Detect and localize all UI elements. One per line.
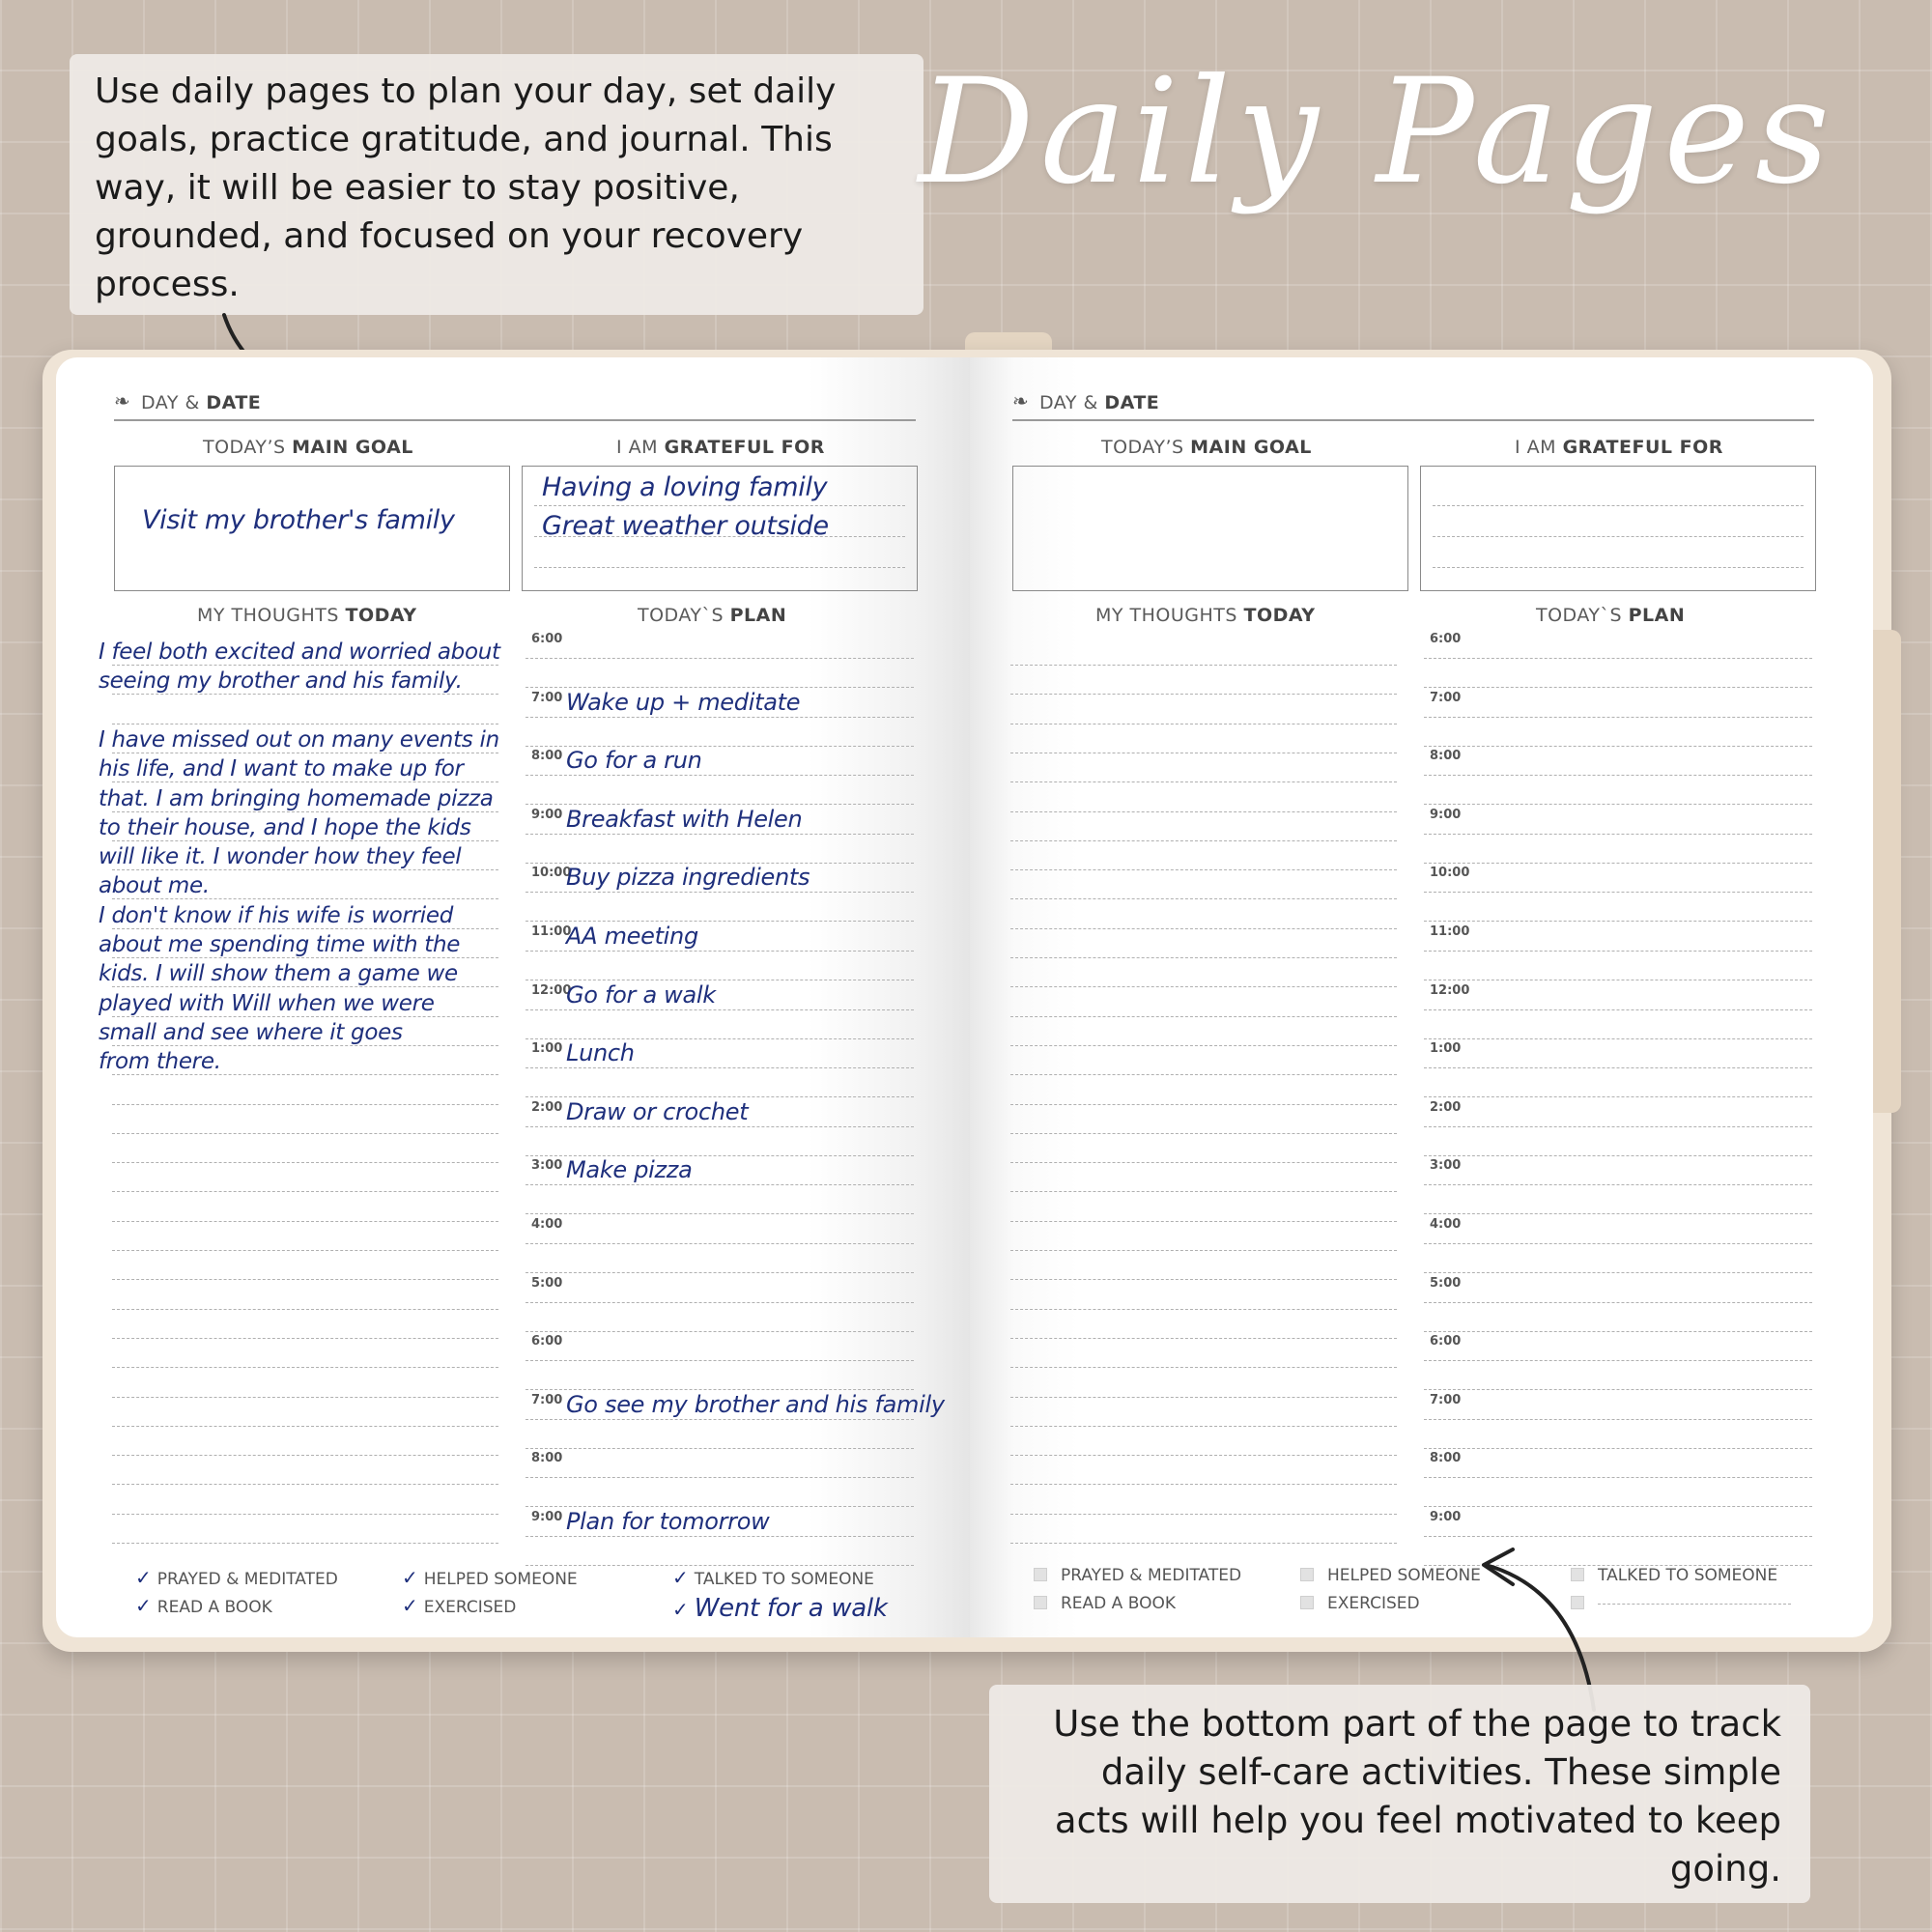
plan-line (1424, 1448, 1812, 1449)
plan-line (1424, 951, 1812, 952)
thoughts-line (112, 811, 498, 812)
time-slot-1: 6:00 (531, 632, 563, 646)
thoughts-line (112, 840, 498, 841)
plan-line (1424, 775, 1812, 776)
plan-line (526, 1360, 914, 1361)
thoughts-line (1010, 781, 1397, 782)
plan-line (526, 892, 914, 893)
thoughts-line (112, 1162, 498, 1163)
plan-entry: Plan for tomorrow (566, 1508, 770, 1535)
thoughts-line (1010, 869, 1397, 870)
time-slot-12: 5:00 (1430, 1275, 1462, 1291)
time-slot-12: 5:00 (531, 1275, 563, 1291)
thoughts-line (112, 1191, 498, 1192)
thoughts-line (112, 1045, 498, 1046)
checkbox-icon[interactable] (1034, 1596, 1047, 1609)
time-slot-7: 12:00 (531, 982, 572, 998)
time-slot-4: 9:00 (531, 807, 563, 822)
plan-line (1424, 1243, 1812, 1244)
plan-line (526, 775, 914, 776)
header-rule (1012, 419, 1814, 421)
time-slot-16: 9:00 (1430, 1510, 1462, 1524)
checklist-item-read-a-book[interactable] (1034, 1594, 1176, 1613)
checkbox-icon[interactable] (1300, 1596, 1314, 1609)
time-slot-1: 6:00 (1430, 632, 1462, 646)
plan-line (526, 658, 914, 659)
todays-plan-label-text: TODAY`S (638, 605, 730, 626)
thoughts-line (112, 1514, 498, 1515)
thoughts-line (1010, 1074, 1397, 1075)
thoughts-line (112, 928, 498, 929)
plan-line (526, 1067, 914, 1068)
time-slot-13: 6:00 (1430, 1334, 1462, 1350)
checklist-item-talked-to-someone[interactable] (672, 1566, 874, 1589)
thoughts-line (112, 665, 498, 666)
grateful-label-bold: GRATEFUL FOR (664, 437, 825, 458)
plan-line (526, 1331, 914, 1332)
open-notebook (43, 350, 1891, 1652)
checkmark-icon[interactable]: ✓ (672, 1566, 689, 1589)
time-slot-11: 4:00 (531, 1217, 563, 1232)
my-thoughts-label-bold: TODAY (345, 605, 417, 626)
thoughts-line (112, 1133, 498, 1134)
plan-line (1424, 1096, 1812, 1097)
main-goal-label-text: TODAY’S (1101, 437, 1191, 458)
thoughts-line (112, 1367, 498, 1368)
thoughts-text-line: will like it. I wonder how they feel (99, 844, 462, 870)
time-slot-13: 6:00 (531, 1334, 563, 1350)
thoughts-line (1010, 1045, 1397, 1046)
thoughts-line (1010, 1397, 1397, 1398)
thoughts-text-line: that. I am bringing homemade pizza (99, 785, 494, 811)
time-slot-8: 1:00 (1430, 1041, 1462, 1057)
checklist-label: TALKED TO SOMEONE (694, 1570, 874, 1589)
checklist-label: READ A BOOK (1061, 1594, 1176, 1613)
checklist-item-helped-someone[interactable] (1300, 1566, 1481, 1585)
thoughts-text-line: played with Will when we were (99, 990, 435, 1016)
plan-line (526, 1536, 914, 1537)
my-thoughts-label (197, 605, 417, 626)
checklist-label: HELPED SOMEONE (423, 1570, 578, 1589)
plan-line (526, 951, 914, 952)
thoughts-line (112, 1279, 498, 1280)
thoughts-text-line: about me. (99, 873, 210, 899)
thoughts-line (112, 957, 498, 958)
plan-line (526, 1213, 914, 1214)
thoughts-text-line: from there. (99, 1049, 221, 1075)
grateful-box[interactable] (522, 466, 918, 591)
todays-plan-label-bold: PLAN (1628, 605, 1686, 626)
thoughts-line (112, 869, 498, 870)
checkmark-icon[interactable]: ✓ (135, 1566, 152, 1589)
time-slot-15: 8:00 (531, 1451, 563, 1466)
thoughts-line (1010, 1104, 1397, 1105)
grateful-label-bold: GRATEFUL FOR (1562, 437, 1723, 458)
time-slot-6: 11:00 (1430, 924, 1470, 939)
thoughts-line (112, 986, 498, 987)
checkmark-icon[interactable]: ✓ (402, 1594, 418, 1617)
thoughts-line (1010, 957, 1397, 958)
main-goal-label-bold: MAIN GOAL (1190, 437, 1312, 458)
thoughts-text-line: seeing my brother and his family. (99, 668, 463, 695)
time-slot-9: 2:00 (1430, 1099, 1462, 1115)
plan-entry: AA meeting (566, 923, 698, 950)
thoughts-line (112, 1074, 498, 1075)
thoughts-text-line: kids. I will show them a game we (99, 961, 458, 987)
grateful-text: Great weather outside (542, 511, 829, 541)
page-title: Daily Pages (918, 48, 1835, 216)
plan-line (1424, 1477, 1812, 1478)
thoughts-line (1010, 1367, 1397, 1368)
plan-line (1424, 834, 1812, 835)
thoughts-line (1010, 694, 1397, 695)
thoughts-line (1010, 1514, 1397, 1515)
plan-entry: Go for a walk (566, 980, 716, 1009)
plan-line (1424, 1506, 1812, 1507)
checkmark-icon[interactable]: ✓ (672, 1598, 689, 1621)
checklist-label: HELPED SOMEONE (1327, 1566, 1481, 1585)
checkbox-icon[interactable] (1300, 1568, 1314, 1581)
thoughts-text-line: about me spending time with the (99, 932, 461, 957)
plan-line (526, 834, 914, 835)
thoughts-text-line: I feel both excited and worried about (99, 639, 500, 665)
todays-plan-label-text: TODAY`S (1536, 605, 1629, 626)
thoughts-line (112, 1543, 498, 1544)
plan-line (1424, 921, 1812, 922)
time-slot-10: 3:00 (531, 1158, 563, 1174)
thoughts-line (112, 898, 498, 899)
todays-plan-label (638, 605, 786, 626)
time-slot-9: 2:00 (531, 1099, 563, 1115)
thoughts-line (112, 1250, 498, 1251)
plan-entry: Draw or crochet (566, 1097, 749, 1125)
plan-entry: Go see my brother and his family (566, 1390, 945, 1418)
grateful-line (1433, 505, 1804, 506)
grateful-box[interactable] (1420, 466, 1816, 591)
grateful-line (1433, 536, 1804, 537)
thoughts-line (1010, 986, 1397, 987)
thoughts-line (1010, 1016, 1397, 1017)
thoughts-line (1010, 1250, 1397, 1251)
checkbox-icon[interactable] (1034, 1568, 1047, 1581)
thoughts-line (1010, 665, 1397, 666)
checklist-label: READ A BOOK (156, 1598, 272, 1617)
plan-line (526, 1448, 914, 1449)
header-rule (114, 419, 916, 421)
plan-entry: Breakfast with Helen (566, 805, 803, 833)
checklist-item-read-a-book[interactable] (135, 1594, 272, 1617)
thoughts-text-line: small and see where it goes (99, 1019, 403, 1045)
thoughts-line (1010, 840, 1397, 841)
my-thoughts-label-text: MY THOUGHTS (1095, 605, 1244, 626)
plan-entry: Buy pizza ingredients (566, 864, 810, 892)
thoughts-line (112, 1016, 498, 1017)
plan-entry: Go for a run (566, 747, 702, 775)
plan-line (1424, 1155, 1812, 1156)
checklist-item-prayed-meditated[interactable] (1034, 1566, 1241, 1585)
day-date-label-bold: DATE (206, 392, 262, 413)
time-slot-3: 8:00 (1430, 749, 1462, 764)
time-slot-2: 7:00 (531, 690, 563, 705)
thoughts-line (112, 1338, 498, 1339)
thoughts-line (1010, 1455, 1397, 1456)
plan-entry: Wake up + meditate (566, 688, 801, 716)
custom-check-text: Went for a walk (694, 1594, 888, 1623)
time-slot-4: 9:00 (1430, 807, 1462, 822)
time-slot-16: 9:00 (531, 1510, 563, 1524)
checkmark-icon[interactable]: ✓ (135, 1594, 152, 1617)
thoughts-line (112, 1455, 498, 1456)
custom-check-line[interactable] (1598, 1604, 1791, 1605)
thoughts-line (1010, 1221, 1397, 1222)
todays-plan-label (1536, 605, 1685, 626)
info-callout-top: Use daily pages to plan your day, set daily goals, practice gratitude, and journal. This way, it will be easier to stay positive, grounded, and focused on your recovery process. (70, 54, 923, 315)
checklist-item-custom[interactable] (672, 1594, 888, 1623)
thoughts-line (1010, 1133, 1397, 1134)
checklist-label: EXERCISED (423, 1598, 517, 1617)
thoughts-line (1010, 1162, 1397, 1163)
thoughts-text-line: to their house, and I hope the kids (99, 814, 471, 840)
plan-line (526, 1126, 914, 1127)
feather-icon: ❧ (114, 391, 130, 412)
time-slot-14: 7:00 (531, 1392, 563, 1407)
thoughts-line (112, 694, 498, 695)
grateful-label-text: I AM (616, 437, 665, 458)
checklist-label: PRAYED & MEDITATED (156, 1570, 338, 1589)
time-slot-8: 1:00 (531, 1041, 563, 1057)
plan-line (1424, 746, 1812, 747)
checklist-item-exercised[interactable] (1300, 1594, 1420, 1613)
grateful-line (1433, 567, 1804, 568)
my-thoughts-label-bold: TODAY (1243, 605, 1316, 626)
thoughts-line (1010, 928, 1397, 929)
time-slot-5: 10:00 (531, 866, 572, 881)
grateful-line (534, 505, 905, 506)
my-thoughts-label-text: MY THOUGHTS (197, 605, 346, 626)
thoughts-line (112, 1221, 498, 1222)
grateful-line (534, 567, 905, 568)
right-page (970, 357, 1873, 1637)
thoughts-line (1010, 1338, 1397, 1339)
time-slot-15: 8:00 (1430, 1451, 1462, 1466)
plan-line (1424, 1389, 1812, 1390)
plan-line (1424, 804, 1812, 805)
plan-line (526, 1477, 914, 1478)
thoughts-line (1010, 1484, 1397, 1485)
plan-line (1424, 658, 1812, 659)
thoughts-line (1010, 1191, 1397, 1192)
thoughts-line (112, 1309, 498, 1310)
plan-entry: Make pizza (566, 1156, 693, 1184)
plan-line (1424, 1067, 1812, 1068)
plan-line (1424, 1009, 1812, 1010)
plan-line (1424, 863, 1812, 864)
checklist-item-prayed-meditated[interactable] (135, 1566, 338, 1589)
thoughts-line (112, 1397, 498, 1398)
main-goal-box[interactable] (1012, 466, 1408, 591)
thoughts-line (1010, 1543, 1397, 1544)
info-callout-bottom: Use the bottom part of the page to track daily self-care activities. These simple acts will help you feel motivated to keep going. (989, 1685, 1810, 1903)
todays-plan-label-bold: PLAN (729, 605, 787, 626)
feather-icon: ❧ (1012, 391, 1029, 412)
day-date-label-bold: DATE (1104, 392, 1160, 413)
grateful-label (1515, 437, 1723, 458)
plan-entry: Lunch (566, 1039, 635, 1067)
checkmark-icon[interactable]: ✓ (402, 1566, 418, 1589)
grateful-text: Having a loving family (542, 472, 828, 502)
plan-line (1424, 1213, 1812, 1214)
main-goal-label-bold: MAIN GOAL (292, 437, 413, 458)
left-page (56, 357, 974, 1637)
time-slot-10: 3:00 (1430, 1158, 1462, 1174)
plan-line (1424, 1272, 1812, 1273)
plan-line (526, 1184, 914, 1185)
plan-line (1424, 1038, 1812, 1039)
thoughts-line (112, 1426, 498, 1427)
thoughts-line (1010, 1309, 1397, 1310)
plan-line (526, 1302, 914, 1303)
checklist-label: EXERCISED (1327, 1594, 1420, 1613)
time-slot-3: 8:00 (531, 749, 563, 764)
plan-line (1424, 687, 1812, 688)
checklist-label: PRAYED & MEDITATED (1061, 1566, 1242, 1585)
main-goal-label-text: TODAY’S (203, 437, 293, 458)
plan-line (526, 717, 914, 718)
day-date-label (1039, 392, 1159, 413)
grateful-label (616, 437, 825, 458)
thoughts-line (112, 781, 498, 782)
plan-line (1424, 717, 1812, 718)
plan-line (526, 1009, 914, 1010)
thoughts-text-line: I don't know if his wife is worried (99, 902, 454, 928)
plan-line (1424, 1126, 1812, 1127)
thoughts-line (1010, 898, 1397, 899)
plan-line (1424, 1302, 1812, 1303)
plan-line (526, 1419, 914, 1420)
thoughts-line (112, 1104, 498, 1105)
checklist-label: TALKED TO SOMEONE (1598, 1566, 1778, 1585)
time-slot-7: 12:00 (1430, 982, 1470, 998)
plan-line (1424, 892, 1812, 893)
grateful-label-text: I AM (1515, 437, 1563, 458)
thoughts-line (112, 1484, 498, 1485)
day-date-label-text: DAY & (141, 392, 207, 413)
thoughts-line (1010, 1279, 1397, 1280)
time-slot-14: 7:00 (1430, 1392, 1462, 1407)
plan-line (526, 1272, 914, 1273)
my-thoughts-label (1095, 605, 1316, 626)
plan-line (526, 1243, 914, 1244)
day-date-label (141, 392, 261, 413)
checklist-item-exercised[interactable] (402, 1594, 516, 1617)
plan-line (1424, 1184, 1812, 1185)
time-slot-2: 7:00 (1430, 690, 1462, 705)
checklist-item-custom[interactable] (1571, 1594, 1791, 1613)
main-goal-label (1101, 437, 1312, 458)
day-date-label-text: DAY & (1039, 392, 1105, 413)
thoughts-line (1010, 1426, 1397, 1427)
plan-line (1424, 1331, 1812, 1332)
time-slot-6: 11:00 (531, 924, 572, 939)
time-slot-11: 4:00 (1430, 1217, 1462, 1232)
time-slot-5: 10:00 (1430, 866, 1470, 881)
thoughts-text-line: I have missed out on many events in (99, 726, 499, 753)
thoughts-line (1010, 811, 1397, 812)
checklist-item-helped-someone[interactable] (402, 1566, 578, 1589)
main-goal-label (203, 437, 413, 458)
main-goal-text: Visit my brother's family (142, 505, 455, 535)
plan-line (1424, 1360, 1812, 1361)
main-goal-box[interactable] (114, 466, 510, 591)
thoughts-text-line: his life, and I want to make up for (99, 756, 464, 782)
plan-line (1424, 1419, 1812, 1420)
